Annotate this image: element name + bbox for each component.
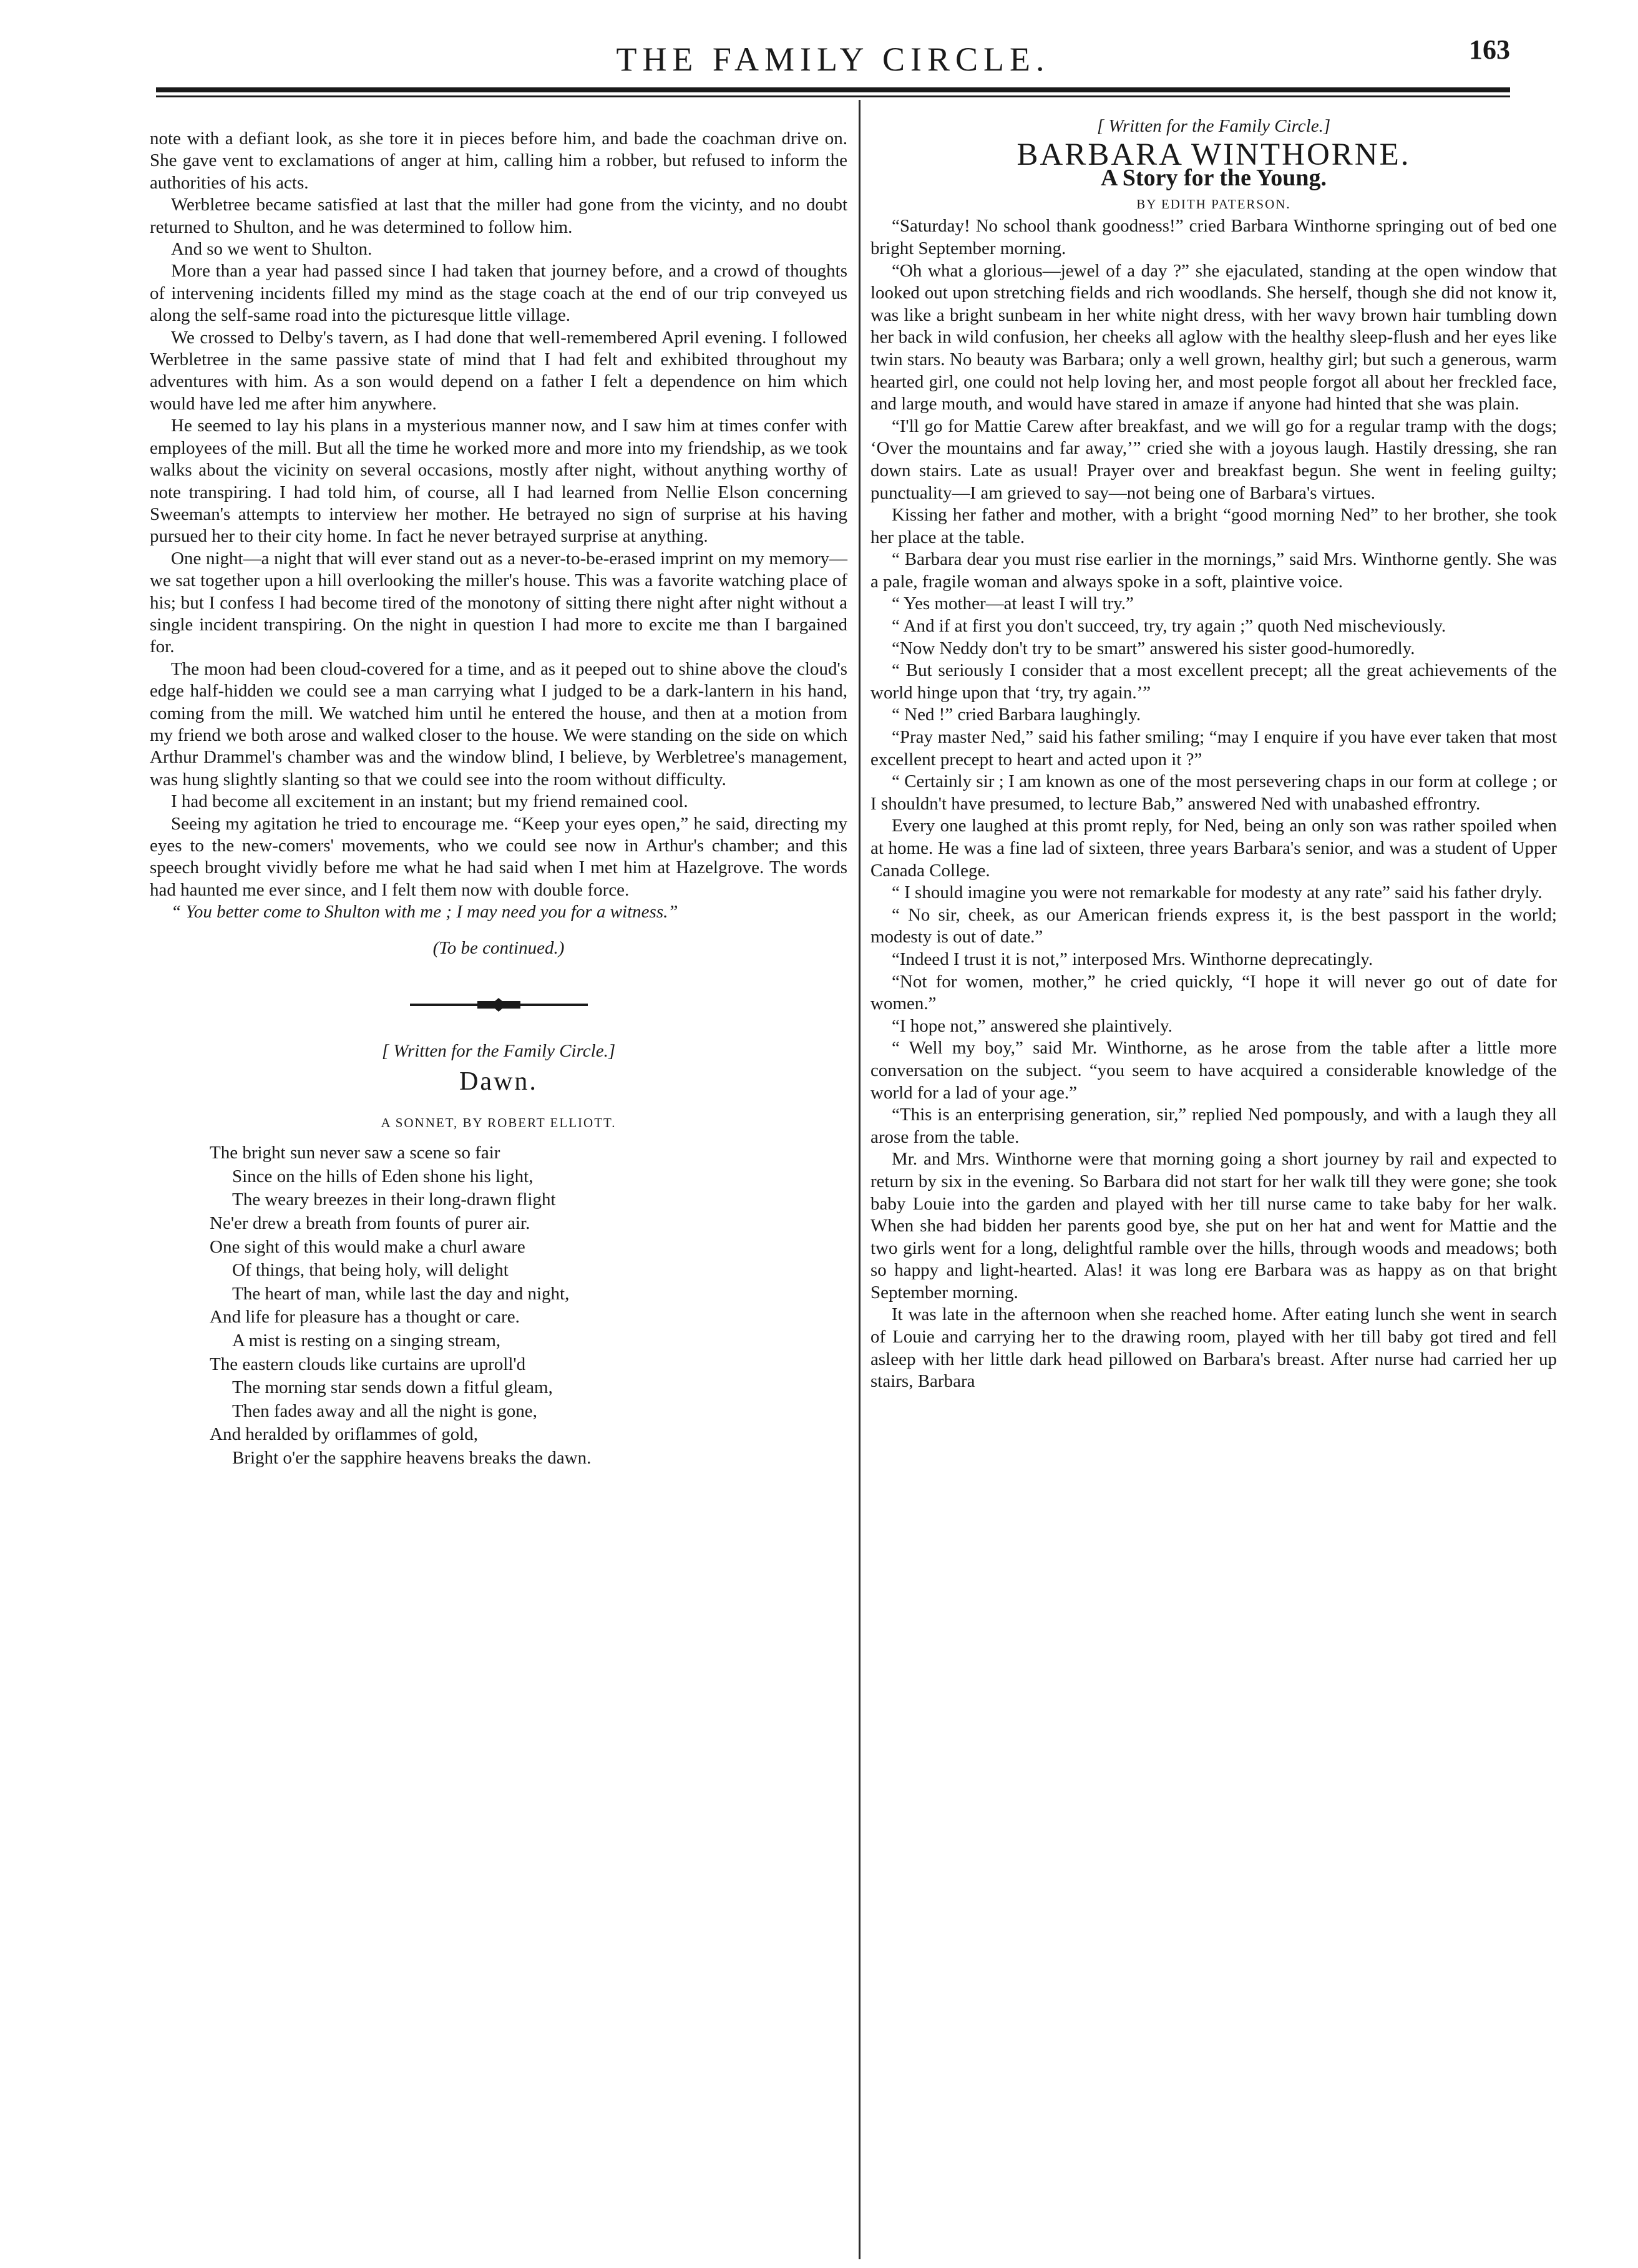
paragraph: Every one laughed at this promt reply, for Ned, being an only son was rather spoiled when at home. He was a fine lad of sixteen, three years Barbara's senior, and was a student of Upper Canada College. [870, 816, 1557, 881]
poem-line: One sight of this would make a churl aware [210, 1236, 525, 1257]
paragraph: “ Ned !” cried Barbara laughingly. [892, 705, 1141, 725]
story-subtitle: A Story for the Young. [1100, 165, 1327, 192]
poem-line: Ne'er drew a breath from founts of purer air. [210, 1213, 530, 1234]
story-byline: BY EDITH PATERSON. [1136, 196, 1291, 212]
poem-line: And life for pleasure has a thought or care. [210, 1307, 520, 1327]
poem-line: The weary breezes in their long-drawn flight [232, 1190, 556, 1210]
paragraph: “ Well my boy,” said Mr. Winthorne, as he arose from the table after a little more conversation on the subject. “you seem to have acquired a considerable knowledge of the world for a lad of your age.” [870, 1038, 1557, 1103]
poem-line: The morning star sends down a fitful gleam, [232, 1377, 553, 1398]
header-rule-thick [156, 87, 1510, 92]
closing-quote: “ You better come to Shulton with me ; I may need you for a witness.” [171, 902, 678, 922]
paragraph: He seemed to lay his plans in a mysterious manner now, and I saw him at times confer with employees of the mill. But all the time he worked more and more into my friendship, as we took walks about the vicinity on several occasions, mostly after night, without anything worthy of note transpiring. I had told him, of course, all I had learned from Nellie Elson concerning Sweeman's attempts to interview her mother. He betrayed no sign of surprise at his having pursued her to their city home. In fact he never betrayed surprise at anything. [150, 416, 847, 547]
paragraph: “ And if at first you don't succeed, try, try again ;” quoth Ned mischeviously. [892, 616, 1446, 637]
paragraph: The moon had been cloud-covered for a time, and as it peeped out to shine above the cloud's edge half-hidden we could see a man carrying what I judged to be a dark-lantern in his hand, coming from the mill. We watched him until he entered the house, and then at a motion from my friend we both arose and walked closer to the house. We were standing on the side on which Arthur Drammel's chamber was and the window blind, I believe, by Werbletree's management, was hung slightly slanting so that we could see into the room without difficulty. [150, 658, 847, 789]
right-column [870, 115, 1557, 1393]
paragraph: “Now Neddy don't try to be smart” answered his sister good-humoredly. [892, 638, 1415, 658]
continued-note: (To be continued.) [432, 937, 565, 958]
paragraph: It was late in the afternoon when she reached home. After eating lunch she went in search of Louie and carrying her to the drawing room, played with her till baby got tired and fell asleep with her little dark head pillowed on Barbara's breast. After nurse had carried her up stairs, Barbara [870, 1304, 1557, 1392]
paragraph: One night—a night that will ever stand out as a never-to-be-erased imprint on my memory—we sat together upon a hill overlooking the miller's house. This was a favorite watching place of his; but I confess I had become tired of the monotony of sitting there night after night without a single incident transpiring. On the night in question I had more to excite me than I bargained for. [150, 548, 847, 657]
paragraph: “Saturday! No school thank goodness!” cried Barbara Winthorne springing out of bed one bright September morning. [870, 216, 1557, 258]
paragraph: note with a defiant look, as she tore it in pieces before him, and bade the coachman drive on. She gave vent to exclamations of anger at him, calling him a robber, but refused to inform the authorities of his acts. [150, 129, 847, 193]
paragraph: “ Yes mother—at least I will try.” [892, 594, 1134, 614]
paragraph: And so we went to Shulton. [171, 239, 373, 260]
poem-credit: [ Written for the Family Circle.] [381, 1041, 616, 1062]
poem-line: The bright sun never saw a scene so fair [210, 1143, 500, 1163]
paragraph: “Not for women, mother,” he cried quickly, “I hope it will never go out of date for women.” [870, 971, 1557, 1014]
section-ornament [410, 998, 588, 1012]
paragraph: “I'll go for Mattie Carew after breakfast, and we will go for a regular tramp with the dogs; ‘Over the mountains and far away,’” cried she with a joyous laugh. Hastily dressing, she ran down stairs. Late as usual! Prayer over and breakfast begun. She went in feeling guilty; punctuality—I am grieved to say—not being one of Barbara's virtues. [870, 416, 1557, 503]
paragraph: I had become all excitement in an instant; but my friend remained cool. [171, 791, 688, 812]
paragraph: Werbletree became satisfied at last that the miller had gone from the vicinty, and no doubt returned to Shulton, and he was determined to follow him. [150, 195, 847, 237]
poem-line: Then fades away and all the night is gone, [232, 1400, 537, 1421]
paragraph: “ Certainly sir ; I am known as one of the most persevering chaps in our form at college ; or I shouldn't have presumed, to lecture Bab,” answered Ned with unabashed effrontry. [870, 771, 1557, 814]
story-title: BARBARA WINTHORNE. [1016, 137, 1411, 172]
poem-line: Of things, that being holy, will delight [232, 1260, 509, 1281]
paragraph: More than a year had passed since I had taken that journey before, and a crowd of thoughts of intervening incidents filled my mind as the stage coach at the end of our trip conveyed us along the self-same road into the picturesque little village. [150, 261, 847, 326]
paragraph: We crossed to Delby's tavern, as I had done that well-remembered April evening. I followed Werbletree in the same passive state of mind that I had felt and exhibited throughout my adventures with him. As a son would depend on a father I felt a dependence on him which would have led me after him anywhere. [150, 327, 847, 414]
poem-line: The eastern clouds like curtains are uproll'd [210, 1354, 526, 1374]
header-rule-thin [156, 95, 1510, 97]
paragraph: Seeing my agitation he tried to encourage me. “Keep your eyes open,” he said, directing my eyes to the new-comers' movements, who we could see now in Arthur's chamber; and this speech brought vividly before me what he had said when I met him at Hazelgrove. The words had haunted me ever since, and I felt them now with double force. [150, 813, 847, 900]
story-credit: [ Written for the Family Circle.] [1096, 116, 1331, 136]
paragraph: Mr. and Mrs. Winthorne were that morning going a short journey by rail and expected to return by six in the evening. So Barbara did not start for her walk till they were gone; she took baby Louie into the garden and played with her till nurse came to take baby for her walk. When she had bidden her parents good bye, she put on her hat and went for Mattie and the two girls went for a long, delightful ramble over the hills, through woods and meadows; both so happy and light-hearted. Alas! it was long ere Barbara was as happy as on that bright September morning. [870, 1149, 1557, 1303]
poem-line: And heralded by oriflammes of gold, [210, 1424, 479, 1445]
paragraph: “This is an enterprising generation, sir,” replied Ned pompously, and with a laugh they all arose from the table. [870, 1105, 1557, 1147]
paragraph: “Pray master Ned,” said his father smiling; “may I enquire if you have ever taken that most excellent precept to heart and acted upon it ?” [870, 727, 1557, 770]
paragraph: “ No sir, cheek, as our American friends express it, is the best passport in the world; modesty is out of date.” [870, 904, 1557, 947]
page-number: 163 [1469, 34, 1510, 65]
poem-line: The heart of man, while last the day and night, [232, 1283, 570, 1304]
paragraph: “ Barbara dear you must rise earlier in the mornings,” said Mrs. Winthorne gently. She was a pale, fragile woman and always spoke in a soft, plaintive voice. [870, 549, 1557, 592]
poem-body [210, 1141, 847, 1470]
left-column [150, 128, 847, 1470]
poem-byline: A SONNET, BY ROBERT ELLIOTT. [381, 1115, 617, 1130]
paragraph: “I hope not,” answered she plaintively. [892, 1015, 1172, 1036]
paragraph: Kissing her father and mother, with a bright “good morning Ned” to her brother, she took her place at the table. [870, 505, 1557, 547]
poem-line: Since on the hills of Eden shone his light, [232, 1166, 534, 1186]
poem-line: A mist is resting on a singing stream, [232, 1331, 501, 1351]
paragraph: “ But seriously I consider that a most excellent precept; all the great achievements of the world hinge upon that ‘try, try again.’” [870, 660, 1557, 703]
column-divider [859, 100, 860, 2259]
poem-line: Bright o'er the sapphire heavens breaks the dawn. [232, 1447, 592, 1468]
poem-title: Dawn. [459, 1067, 538, 1097]
paragraph: “ I should imagine you were not remarkable for modesty at any rate” said his father dryly. [892, 882, 1543, 903]
running-title: THE FAMILY CIRCLE. [616, 41, 1050, 78]
paragraph: “Oh what a glorious—jewel of a day ?” she ejaculated, standing at the open window that looked out upon stretching fields and rich woodlands. She herself, though she did not know it, was like a bright sunbeam in her white night dress, with her wavy brown hair tumbling down her back in wild confusion, her cheeks all aglow with the healthy sleep-flush and her eyes like twin stars. No beauty was Barbara; only a well grown, healthy girl; but such a generous, warm hearted girl, one could not help loving her, and most people forgot all about her freckled face, and large mouth, and would have stared in amaze if anyone had hinted that she was plain. [870, 260, 1557, 414]
paragraph: “Indeed I trust it is not,” interposed Mrs. Winthorne deprecatingly. [892, 949, 1373, 969]
